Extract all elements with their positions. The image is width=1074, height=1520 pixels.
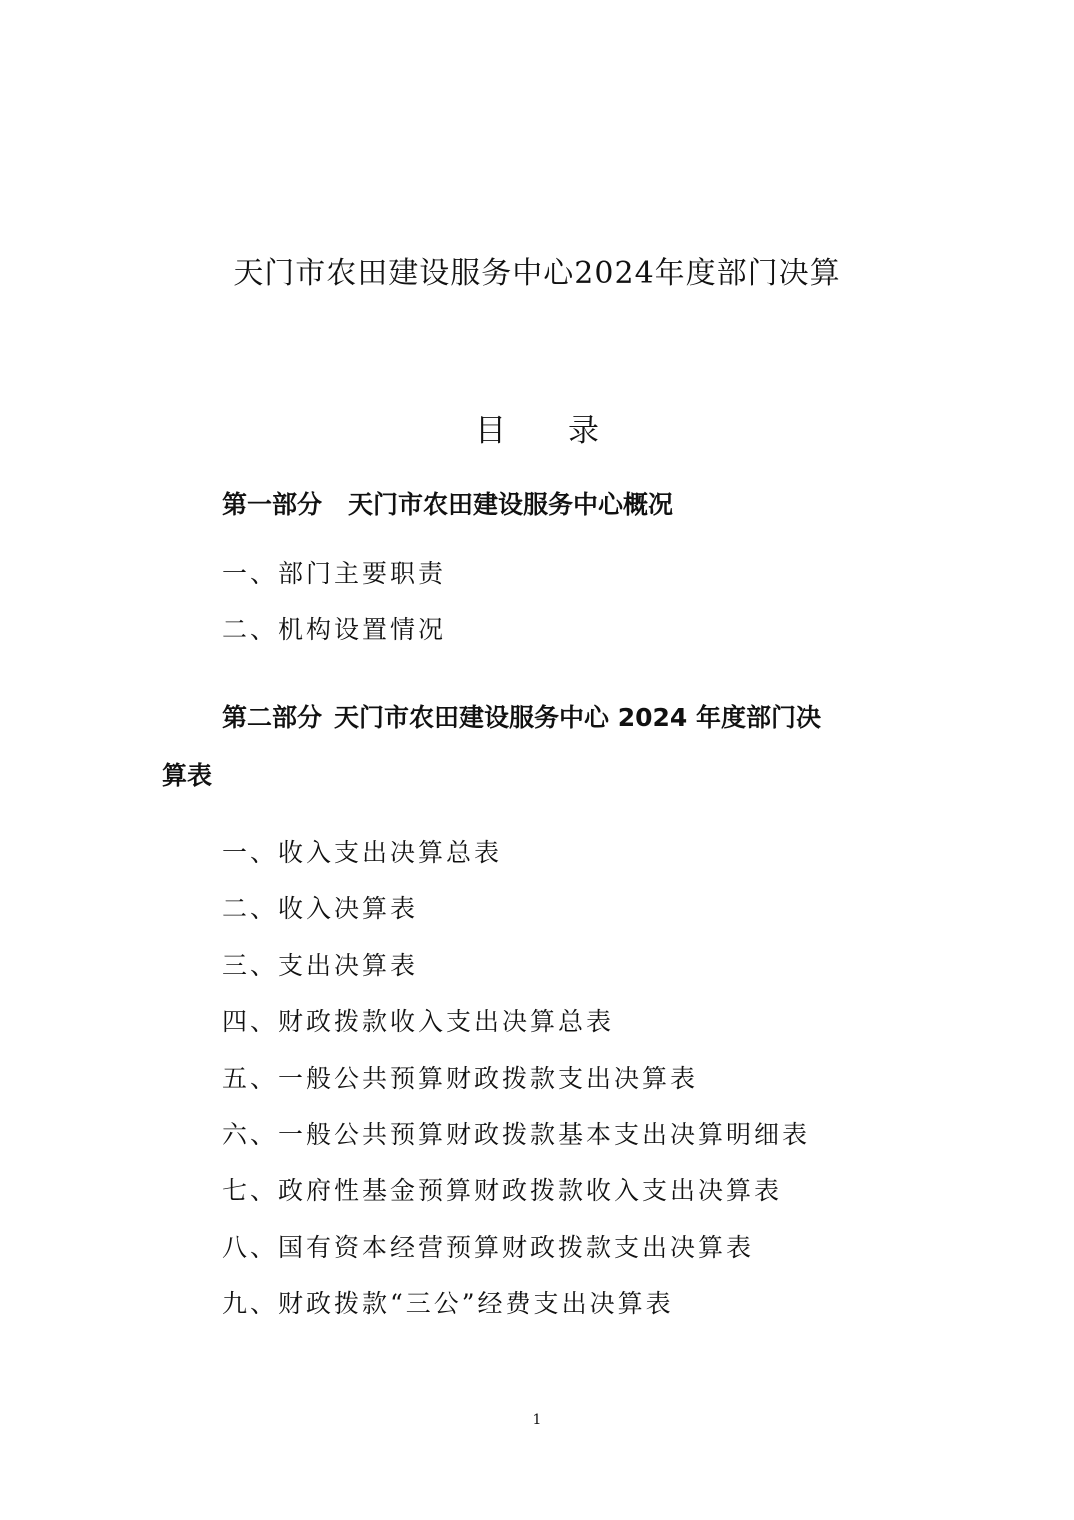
toc-item: 九、财政拨款“三公”经费支出决算表 bbox=[222, 1289, 674, 1319]
toc-heading-right: 录 bbox=[568, 413, 599, 449]
toc-item: 四、财政拨款收入支出决算总表 bbox=[222, 1007, 615, 1037]
toc-item: 一、部门主要职责 bbox=[222, 559, 447, 588]
toc-heading bbox=[0, 405, 1074, 450]
part-one-list bbox=[222, 546, 446, 659]
part-one-label: 第一部分 bbox=[222, 490, 323, 519]
toc-item: 五、一般公共预算财政拨款支出决算表 bbox=[222, 1063, 699, 1093]
toc-item: 六、一般公共预算财政拨款基本支出决算明细表 bbox=[222, 1120, 811, 1150]
toc-item: 七、政府性基金预算财政拨款收入支出决算表 bbox=[222, 1176, 783, 1206]
toc-item: 一、收入支出决算总表 bbox=[222, 838, 503, 867]
part-two-list bbox=[222, 825, 810, 1333]
part-one-title bbox=[222, 477, 673, 533]
part-two-name-line2: 算表 bbox=[162, 761, 213, 790]
part-two-name-line1: 天门市农田建设服务中心 2024 年度部门决 bbox=[334, 703, 822, 732]
part-two-title bbox=[162, 690, 922, 804]
document-title: 天门市农田建设服务中心2024年度部门决算 bbox=[233, 256, 841, 291]
part-one-name: 天门市农田建设服务中心概况 bbox=[348, 490, 674, 519]
toc-item: 八、国有资本经营预算财政拨款支出决算表 bbox=[222, 1232, 755, 1262]
toc-item: 三、支出决算表 bbox=[222, 950, 419, 980]
part-two-title-line1 bbox=[162, 690, 922, 746]
toc-heading-left: 目 bbox=[475, 413, 506, 449]
toc-item: 二、收入决算表 bbox=[222, 894, 419, 924]
toc-item: 二、机构设置情况 bbox=[222, 615, 447, 645]
part-two-label: 第二部分 bbox=[222, 703, 323, 732]
page-number: 1 bbox=[532, 1412, 542, 1428]
